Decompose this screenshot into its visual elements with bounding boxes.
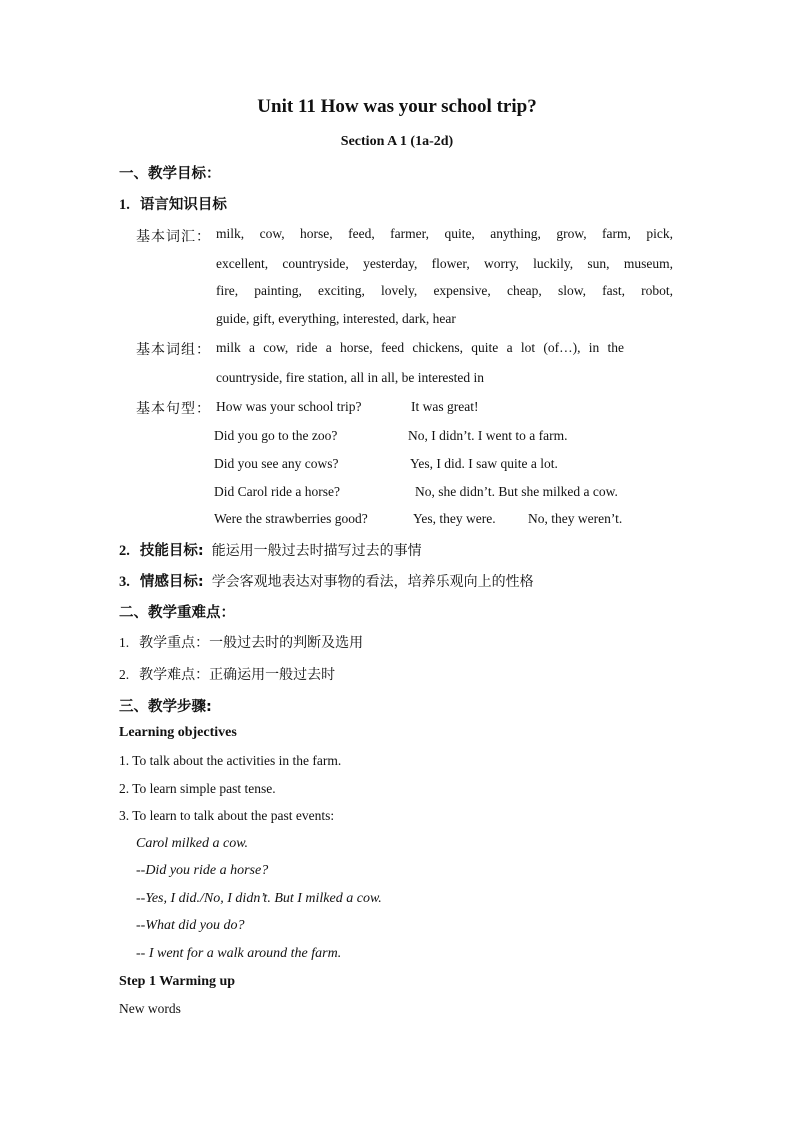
sentence-answer: No, I didn’t. I went to a farm. xyxy=(408,428,568,443)
sentence-question: Did you go to the zoo? xyxy=(214,428,338,443)
objective-1-number: 1. xyxy=(119,197,130,213)
objective-2-number: 2. xyxy=(119,543,130,559)
sentence-question: Did Carol ride a horse? xyxy=(214,484,340,499)
objective-1-label: 语言知识目标 xyxy=(139,197,227,213)
new-words-label: New words xyxy=(119,1001,181,1016)
key-point-item xyxy=(119,632,363,652)
learning-objective: 1. To talk about the activities in the farm. xyxy=(119,753,342,768)
item-text: 教学难点：正确运用一般过去时 xyxy=(139,667,336,683)
heading-teaching-objectives: 一、教学目标： xyxy=(119,166,221,182)
item-number: 1. xyxy=(119,635,130,650)
step-1-heading: Step 1 Warming up xyxy=(119,974,236,989)
sentence-answer: No, she didn’t. But she milked a cow. xyxy=(415,484,618,499)
learning-objectives-heading: Learning objectives xyxy=(119,725,237,740)
vocab-line: guide, gift, everything, interested, dark, hear xyxy=(216,311,456,326)
learning-objective: 2. To learn simple past tense. xyxy=(119,781,276,796)
phrase-line: milk a cow, ride a horse, feed chickens, quite a lot (of…), in the xyxy=(216,340,624,355)
sentence-question: Did you see any cows? xyxy=(214,456,339,471)
sentence-question: Were the strawberries good? xyxy=(214,511,368,526)
phrases-label: 基本词组： xyxy=(136,342,211,358)
sentences-label: 基本句型： xyxy=(136,401,211,417)
objective-2 xyxy=(119,539,422,560)
document-title: Unit 11 How was your school trip? xyxy=(257,96,537,117)
vocab-line: milk, cow, horse, feed, farmer, quite, anything, grow, farm, pick, xyxy=(216,226,673,241)
phrase-line: countryside, fire station, all in all, be interested in xyxy=(216,370,485,385)
vocab-line: excellent, countryside, yesterday, flower, worry, luckily, sun, museum, xyxy=(216,256,673,271)
section-subtitle: Section A 1 (1a-2d) xyxy=(340,134,454,149)
example-sentence: --Did you ride a horse? xyxy=(136,863,269,878)
objective-3-text: 学会客观地表达对事物的看法，培养乐观向上的性格 xyxy=(211,574,534,590)
item-text: 教学重点：一般过去时的判断及选用 xyxy=(139,635,364,651)
heading-key-difficult-points: 二、教学重难点： xyxy=(119,605,235,621)
objective-3-label: 情感目标: xyxy=(139,574,204,590)
sentence-answer-alt: No, they weren’t. xyxy=(528,511,623,526)
objective-2-label: 技能目标: xyxy=(139,543,204,559)
item-number: 2. xyxy=(119,667,130,682)
sentence-answer: Yes, they were. xyxy=(413,511,496,526)
vocab-label: 基本词汇： xyxy=(136,229,211,245)
sentence-answer: It was great! xyxy=(411,399,479,414)
objective-1 xyxy=(119,193,227,214)
example-sentence: -- I went for a walk around the farm. xyxy=(136,946,342,961)
vocab-line: fire, painting, exciting, lovely, expensive, cheap, slow, fast, robot, xyxy=(216,283,673,298)
key-point-item xyxy=(119,664,335,684)
example-sentence: Carol milked a cow. xyxy=(136,836,248,851)
sentence-answer: Yes, I did. I saw quite a lot. xyxy=(410,456,558,471)
learning-objective: 3. To learn to talk about the past events: xyxy=(119,808,335,823)
sentence-question: How was your school trip? xyxy=(216,399,362,414)
example-sentence: --Yes, I did./No, I didn’t. But I milked a cow. xyxy=(136,891,382,906)
example-sentence: --What did you do? xyxy=(136,918,245,933)
objective-3 xyxy=(119,570,534,591)
objective-2-text: 能运用一般过去时描写过去的事情 xyxy=(211,543,422,559)
heading-teaching-steps: 三、教学步骤: xyxy=(119,699,212,715)
objective-3-number: 3. xyxy=(119,574,130,590)
